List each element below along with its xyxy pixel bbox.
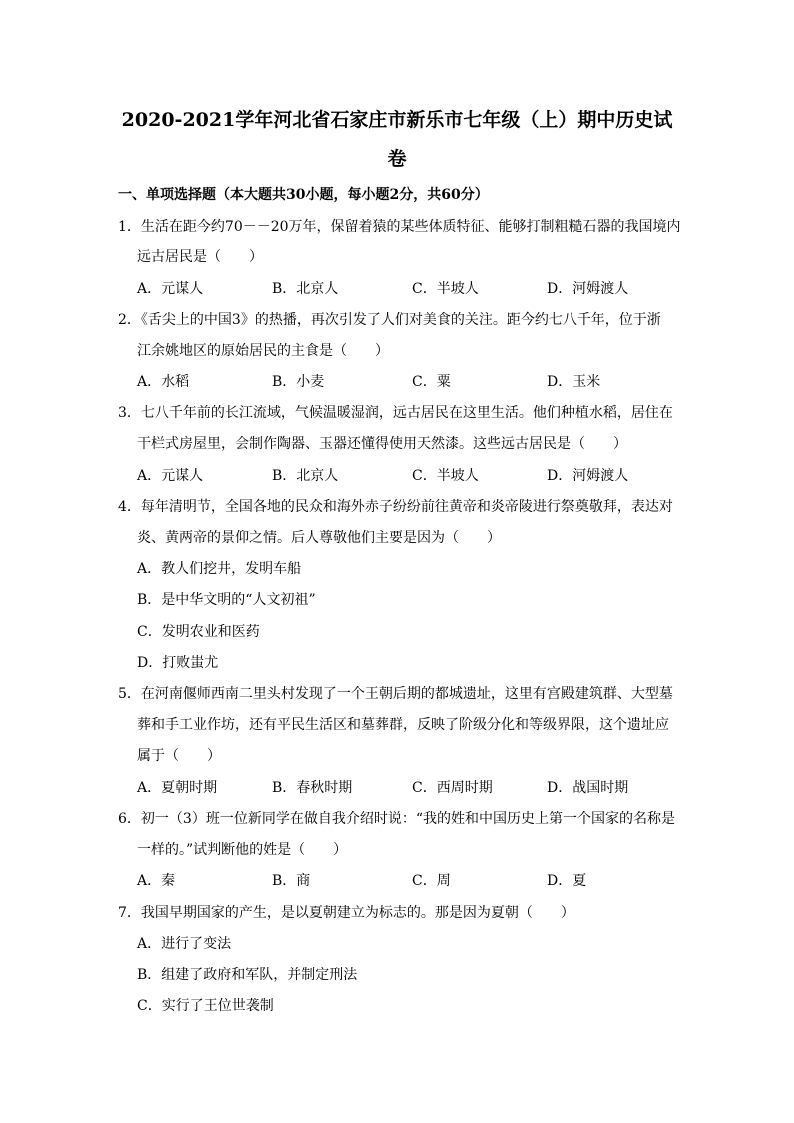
option-a: A．进行了变法 xyxy=(137,936,232,952)
option-d: D．夏 xyxy=(547,873,587,889)
question-6-text-continued: 一样的。”试判断他的姓是（ ） xyxy=(137,842,348,858)
option-b: B．商 xyxy=(272,873,311,889)
option-d: D．河姆渡人 xyxy=(547,281,629,297)
question-3-text-continued: 干栏式房屋里，会制作陶器、玉器还懂得使用天然漆。这些远古居民是（ ） xyxy=(137,436,627,452)
option-b: B．组建了政府和军队，并制定刑法 xyxy=(137,967,358,983)
question-5-text: 5．在河南偃师西南二里头村发现了一个王朝后期的都城遗址，这里有宫殿建筑群、大型墓 xyxy=(118,686,673,702)
option-c: C．实行了王位世袭制 xyxy=(137,998,274,1014)
question-1-text-continued: 远古居民是（ ） xyxy=(137,249,263,265)
option-c: C．粟 xyxy=(412,374,451,390)
question-2-text: 2．《舌尖上的中国3》的热播，再次引发了人们对美食的关注。距今约七八千年，位于浙 xyxy=(118,312,661,328)
option-a: A．元谋人 xyxy=(137,281,204,297)
question-7-text: 7．我国早期国家的产生，是以夏朝建立为标志的。那是因为夏朝（ ） xyxy=(118,905,575,921)
option-c: C．周 xyxy=(412,873,451,889)
option-a: A．秦 xyxy=(137,873,176,889)
option-d: D．河姆渡人 xyxy=(547,468,629,484)
option-a: A．元谋人 xyxy=(137,468,204,484)
page-title: 2020-2021学年河北省石家庄市新乐市七年级（上）期中历史试 xyxy=(121,109,673,131)
option-a: A．教人们挖井，发明车船 xyxy=(137,561,302,577)
question-5-text-continued: 葬和手工业作坊，还有平民生活区和墓葬群，反映了阶级分化和等级界限，这个遗址应 xyxy=(137,717,669,733)
option-d: D．战国时期 xyxy=(547,780,629,796)
option-c: C．西周时期 xyxy=(412,780,493,796)
option-c: C．半坡人 xyxy=(412,468,479,484)
question-2-text-continued: 江余姚地区的原始居民的主食是（ ） xyxy=(137,343,389,359)
option-b: B．是中华文明的“人文初祖” xyxy=(137,592,316,608)
option-b: B．春秋时期 xyxy=(272,780,353,796)
option-b: B．小麦 xyxy=(272,374,325,390)
option-c: C．半坡人 xyxy=(412,281,479,297)
page-title-continued: 卷 xyxy=(387,148,407,170)
question-5-text-continued-2: 属于（ ） xyxy=(137,748,221,764)
question-4-text: 4．每年清明节，全国各地的民众和海外赤子纷纷前往黄帝和炎帝陵进行祭奠敬拜，表达对 xyxy=(118,499,673,515)
question-3-text: 3．七八千年前的长江流域，气候温暖湿润，远古居民在这里生活。他们种植水稻，居住在 xyxy=(118,405,673,421)
section-heading: 一、单项选择题（本大题共30小题，每小题2分，共60分） xyxy=(118,187,489,203)
option-d: D．玉米 xyxy=(547,374,601,390)
option-d: D．打败蚩尤 xyxy=(137,655,219,671)
option-b: B．北京人 xyxy=(272,281,339,297)
question-6-text: 6．初一（3）班一位新同学在做自我介绍时说：“我的姓和中国历史上第一个国家的名称是 xyxy=(118,811,675,827)
option-a: A．水稻 xyxy=(137,374,190,390)
option-c: C．发明农业和医药 xyxy=(137,624,260,640)
question-4-text-continued: 炎、黄两帝的景仰之情。后人尊敬他们主要是因为（ ） xyxy=(137,530,501,546)
option-a: A．夏朝时期 xyxy=(137,780,218,796)
option-b: B．北京人 xyxy=(272,468,339,484)
question-1-text: 1．生活在距今约70－－20万年，保留着猿的某些体质特征、能够打制粗糙石器的我国境内 xyxy=(118,219,681,235)
